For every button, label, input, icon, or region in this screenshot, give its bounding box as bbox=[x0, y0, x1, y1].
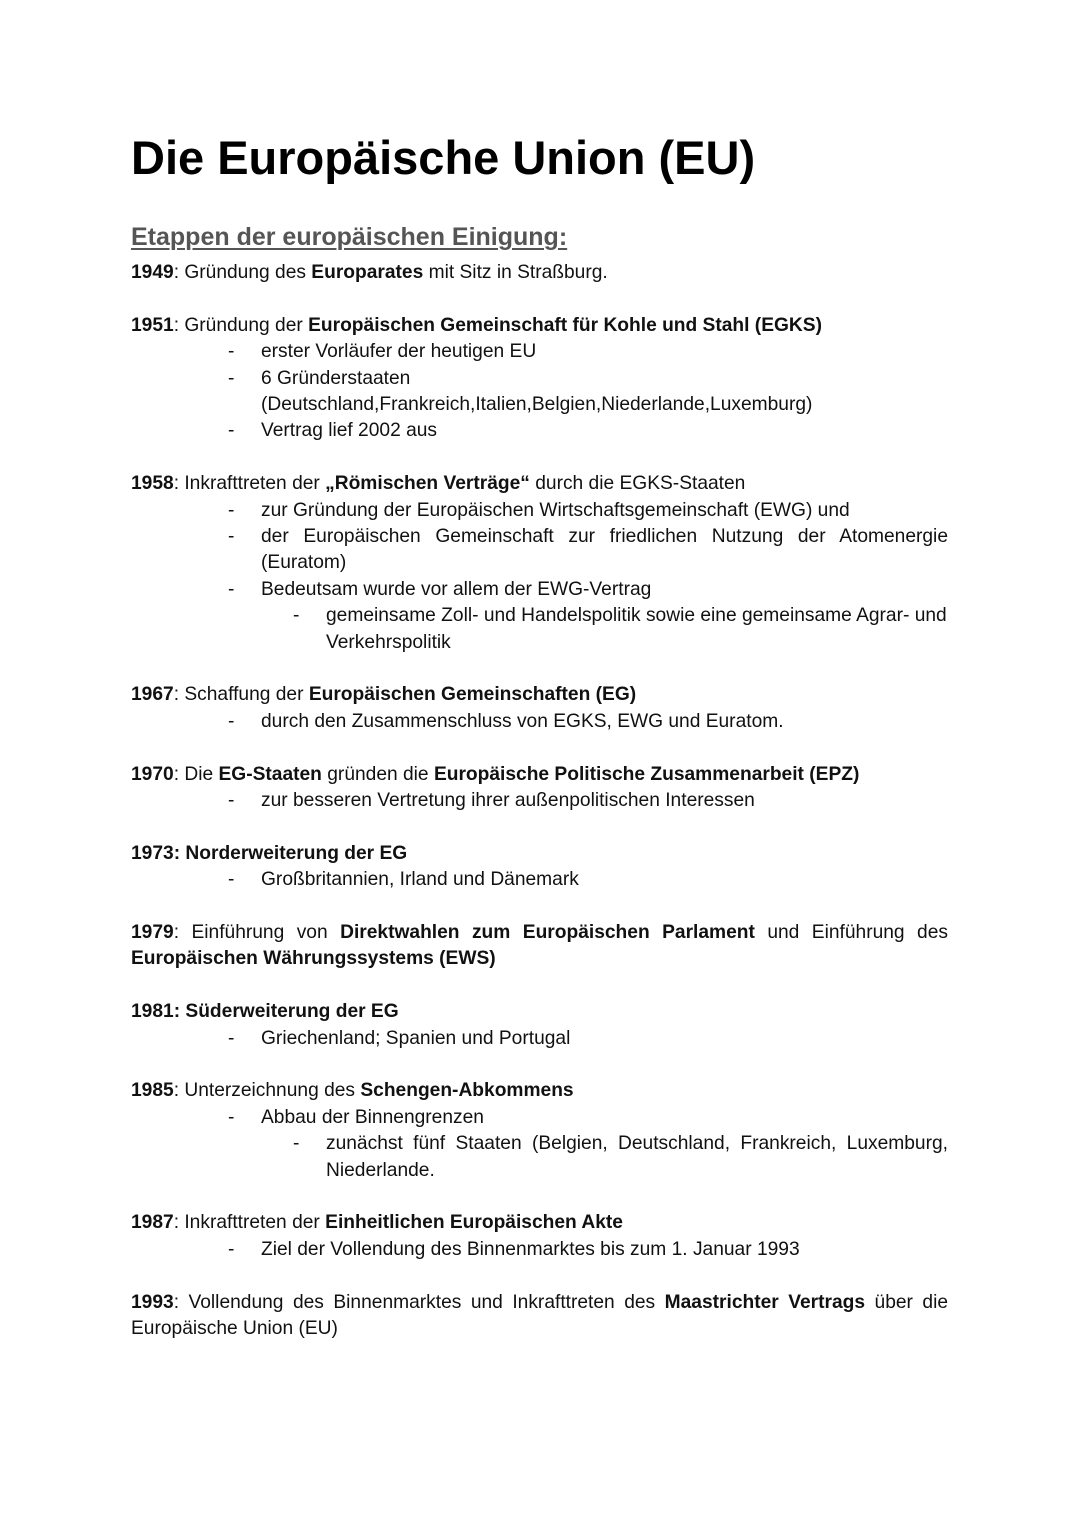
timeline bbox=[131, 260, 948, 1369]
bullet-item: - zur besseren Vertretung ihrer außenpolitischen Interessen bbox=[131, 788, 948, 814]
timeline-entry-1949 bbox=[131, 260, 948, 286]
entry-year: 1958 bbox=[131, 473, 174, 495]
entry-year: 1987 bbox=[131, 1212, 174, 1234]
timeline-entry-1981 bbox=[131, 999, 948, 1052]
dash-bullet-icon: - bbox=[228, 420, 235, 442]
dash-bullet-icon: - bbox=[293, 1133, 300, 1155]
timeline-entry-1979 bbox=[131, 920, 948, 973]
entry-year: 1979 bbox=[131, 922, 174, 944]
entry-heading: 1951: Gründung der Europäischen Gemeinschaft für Kohle und Stahl (EGKS) bbox=[131, 314, 822, 336]
dash-bullet-icon: - bbox=[228, 578, 235, 600]
bullet-item: - Großbritannien, Irland und Dänemark bbox=[131, 867, 948, 893]
dash-bullet-icon: - bbox=[228, 1238, 235, 1260]
entry-year: 1951 bbox=[131, 314, 174, 336]
entry-year: 1981 bbox=[131, 1001, 174, 1023]
bullet-item: - Ziel der Vollendung des Binnenmarktes bis zum 1. Januar 1993 bbox=[131, 1237, 948, 1263]
dash-bullet-icon: - bbox=[228, 526, 235, 548]
entry-heading: 1967: Schaffung der Europäischen Gemeinschaften (EG) bbox=[131, 684, 637, 706]
dash-bullet-icon: - bbox=[228, 1106, 235, 1128]
section-heading: Etappen der europäischen Einigung: bbox=[131, 223, 568, 251]
bullet-item: - Bedeutsam wurde vor allem der EWG-Vertrag bbox=[131, 577, 948, 603]
entry-heading: 1985: Unterzeichnung des Schengen-Abkommens bbox=[131, 1080, 574, 1102]
entry-heading: 1993: Vollendung des Binnenmarktes und Inkrafttreten des Maastrichter Vertrags über die Europäische Union (EU) bbox=[131, 1291, 949, 1340]
dash-bullet-icon: - bbox=[228, 790, 235, 812]
entry-year: 1949 bbox=[131, 262, 174, 283]
timeline-entry-1970 bbox=[131, 762, 948, 815]
bullet-item: - Vertrag lief 2002 aus bbox=[131, 418, 948, 444]
timeline-entry-1951 bbox=[131, 313, 948, 445]
bullet-item: - Abbau der Binnengrenzen bbox=[131, 1105, 948, 1131]
timeline-entry-1958 bbox=[131, 471, 948, 656]
timeline-entry-1987 bbox=[131, 1210, 948, 1263]
bullet-item: - erster Vorläufer der heutigen EU bbox=[131, 339, 948, 365]
bullet-item: - Griechenland; Spanien und Portugal bbox=[131, 1026, 948, 1052]
bullet-item: - der Europäischen Gemeinschaft zur friedlichen Nutzung der Atomenergie (Euratom) bbox=[228, 526, 948, 574]
entry-year: 1985 bbox=[131, 1080, 174, 1102]
entry-heading: 1973: Norderweiterung der EG bbox=[131, 842, 408, 864]
timeline-entry-1993 bbox=[131, 1290, 948, 1343]
bullet-item: - durch den Zusammenschluss von EGKS, EWG und Euratom. bbox=[131, 709, 948, 735]
page-title: Die Europäische Union (EU) bbox=[131, 131, 756, 184]
bullet-item: - zur Gründung der Europäischen Wirtschaftsgemeinschaft (EWG) und bbox=[131, 498, 948, 524]
entry-heading: 1970: Die EG-Staaten gründen die Europäische Politische Zusammenarbeit (EPZ) bbox=[131, 763, 860, 785]
dash-bullet-icon: - bbox=[228, 869, 235, 891]
dash-bullet-icon: - bbox=[228, 710, 235, 732]
dash-bullet-icon: - bbox=[293, 605, 300, 627]
dash-bullet-icon: - bbox=[228, 499, 235, 521]
dash-bullet-icon: - bbox=[228, 367, 235, 389]
timeline-entry-1985 bbox=[131, 1078, 948, 1184]
sub-bullet-item: - gemeinsame Zoll- und Handelspolitik sowie eine gemeinsame Agrar- und Verkehrspolitik bbox=[293, 605, 947, 653]
entry-heading: 1987: Inkrafttreten der Einheitlichen Europäischen Akte bbox=[131, 1212, 623, 1234]
entry-heading: 1979: Einführung von Direktwahlen zum Europäischen Parlament und Einführung des Europäischen Währungssystems (EWS) bbox=[131, 922, 948, 970]
entry-year: 1993 bbox=[131, 1291, 174, 1313]
bullet-item: - 6 Gründerstaaten (Deutschland,Frankreich,Italien,Belgien,Niederlande,Luxemburg) bbox=[228, 367, 813, 416]
entry-heading: 1981: Süderweiterung der EG bbox=[131, 1001, 399, 1023]
timeline-entry-1967 bbox=[131, 682, 948, 735]
entry-heading: 1949: Gründung des Europarates mit Sitz in Straßburg. bbox=[131, 262, 608, 283]
entry-year: 1973 bbox=[131, 842, 174, 864]
sub-bullet-item: - zunächst fünf Staaten (Belgien, Deutschland, Frankreich, Luxemburg, Niederlande. bbox=[293, 1133, 948, 1181]
entry-heading: 1958: Inkrafttreten der „Römischen Verträge“ durch die EGKS-Staaten bbox=[131, 473, 746, 495]
timeline-entry-1973 bbox=[131, 841, 948, 894]
dash-bullet-icon: - bbox=[228, 1027, 235, 1049]
entry-year: 1970 bbox=[131, 763, 174, 785]
entry-year: 1967 bbox=[131, 684, 174, 706]
dash-bullet-icon: - bbox=[228, 341, 235, 363]
